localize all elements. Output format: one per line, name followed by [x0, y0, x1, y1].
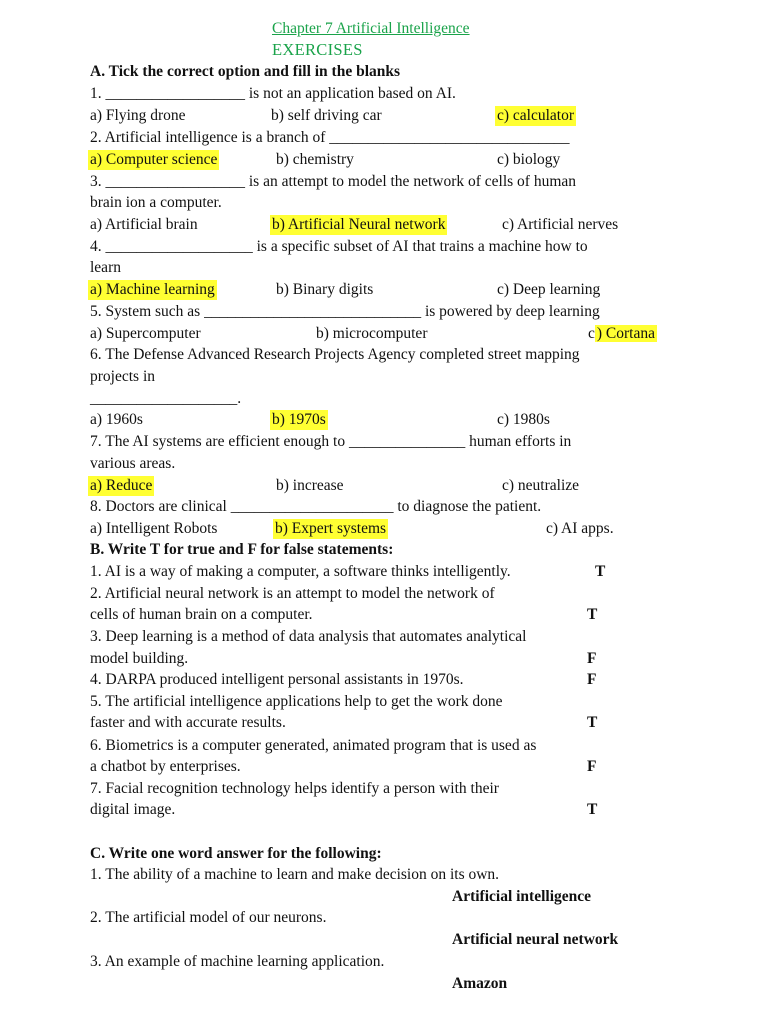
q3-option-a: a) Artificial brain — [90, 216, 198, 233]
q5-option-b: b) microcomputer — [316, 325, 428, 342]
section-b-heading: B. Write T for true and F for false statements: — [90, 541, 394, 558]
statement-1-mark: T — [595, 563, 606, 580]
one-word-answer-3: Amazon — [452, 975, 508, 992]
q7-option-c: c) neutralize — [502, 477, 580, 494]
statement-6-line2: a chatbot by enterprises. — [90, 758, 241, 775]
q2-option-a-correct: a) Computer science — [90, 151, 218, 168]
statement-2-mark: T — [587, 606, 598, 623]
q6-option-b-correct: b) 1970s — [272, 411, 326, 428]
statement-3-line1: 3. Deep learning is a method of data analysis that automates analytical — [90, 628, 527, 645]
statement-4-mark: F — [587, 671, 597, 688]
q8-option-c: c) AI apps. — [546, 520, 614, 537]
statement-3-mark: F — [587, 650, 597, 667]
q5-option-c-letter: c — [588, 325, 595, 342]
statement-7-mark: T — [587, 801, 598, 818]
q2-option-b: b) chemistry — [276, 151, 354, 168]
q6-option-a: a) 1960s — [90, 411, 143, 428]
question-5-stem: 5. System such as ____________________________ is powered by deep learning — [90, 303, 600, 320]
statement-5-line2: faster and with accurate results. — [90, 714, 286, 731]
q1-option-b: b) self driving car — [271, 107, 382, 124]
q7-option-a-correct: a) Reduce — [90, 477, 153, 494]
section-c-heading: C. Write one word answer for the following: — [90, 845, 382, 862]
question-8-stem: 8. Doctors are clinical _____________________ to diagnose the patient. — [90, 498, 542, 515]
question-6-stem-line2: projects in — [90, 368, 155, 385]
statement-4-text: 4. DARPA produced intelligent personal assistants in 1970s. — [90, 671, 464, 688]
section-a-heading: A. Tick the correct option and fill in the blanks — [90, 63, 401, 80]
statement-5-line1: 5. The artificial intelligence applications help to get the work done — [90, 693, 503, 710]
question-4-stem-line1: 4. ___________________ is a specific subset of AI that trains a machine how to — [90, 238, 588, 255]
q7-option-b: b) increase — [276, 477, 344, 494]
question-7-stem-line2: various areas. — [90, 455, 176, 472]
one-word-answer-1: Artificial intelligence — [452, 888, 592, 905]
statement-5-mark: T — [587, 714, 598, 731]
one-word-answer-2: Artificial neural network — [452, 931, 619, 948]
q1-option-a: a) Flying drone — [90, 107, 186, 124]
q5-option-a: a) Supercomputer — [90, 325, 201, 342]
q1-option-c-correct: c) calculator — [497, 107, 575, 124]
statement-7-line1: 7. Facial recognition technology helps identify a person with their — [90, 780, 499, 797]
statement-2-line2: cells of human brain on a computer. — [90, 606, 313, 623]
question-3-stem-line2: brain ion a computer. — [90, 194, 222, 211]
q3-option-b-correct: b) Artificial Neural network — [272, 216, 446, 233]
q5-option-c-text: ) Cortana — [596, 325, 655, 342]
question-6-stem-line3: ___________________. — [90, 390, 242, 407]
q3-option-c: c) Artificial nerves — [502, 216, 619, 233]
one-word-question-2: 2. The artificial model of our neurons. — [90, 909, 327, 926]
question-3-stem-line1: 3. __________________ is an attempt to model the network of cells of human — [90, 173, 577, 190]
q5-option-c-correct — [588, 324, 657, 344]
q6-option-c: c) 1980s — [497, 411, 550, 428]
q4-option-c: c) Deep learning — [497, 281, 601, 298]
question-6-stem-line1: 6. The Defense Advanced Research Projects Agency completed street mapping — [90, 346, 580, 363]
q4-option-b: b) Binary digits — [276, 281, 374, 298]
q4-option-a-correct: a) Machine learning — [90, 281, 215, 298]
statement-2-line1: 2. Artificial neural network is an attempt to model the network of — [90, 585, 495, 602]
one-word-question-1: 1. The ability of a machine to learn and make decision on its own. — [90, 866, 500, 883]
question-1-stem: 1. __________________ is not an application based on AI. — [90, 85, 456, 102]
question-2-stem: 2. Artificial intelligence is a branch of _______________________________ — [90, 129, 570, 146]
q2-option-c: c) biology — [497, 151, 561, 168]
statement-6-line1: 6. Biometrics is a computer generated, animated program that is used as — [90, 737, 537, 754]
statement-1-text: 1. AI is a way of making a computer, a software thinks intelligently. — [90, 563, 511, 580]
statement-7-line2: digital image. — [90, 801, 176, 818]
statement-3-line2: model building. — [90, 650, 189, 667]
question-4-stem-line2: learn — [90, 259, 121, 276]
q8-option-a: a) Intelligent Robots — [90, 520, 218, 537]
chapter-title: Chapter 7 Artificial Intelligence — [272, 20, 470, 37]
q8-option-b-correct: b) Expert systems — [275, 520, 387, 537]
statement-6-mark: F — [587, 758, 597, 775]
one-word-question-3: 3. An example of machine learning application. — [90, 953, 385, 970]
question-7-stem-line1: 7. The AI systems are efficient enough to _______________ human efforts in — [90, 433, 572, 450]
exercises-subtitle: EXERCISES — [272, 40, 363, 59]
